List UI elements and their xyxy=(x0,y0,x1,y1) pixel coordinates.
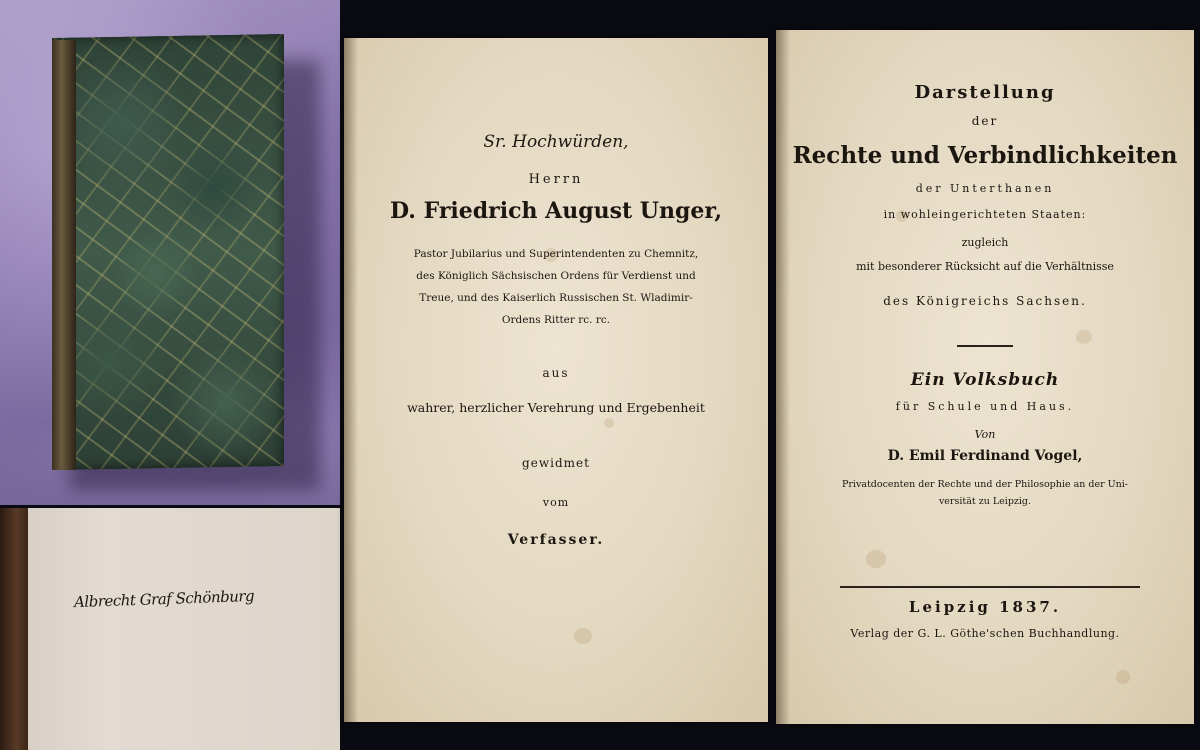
handwritten-signature: Albrecht Graf Schönburg xyxy=(73,586,255,612)
title-line: Darstellung xyxy=(914,82,1056,103)
dedication-line: wahrer, herzlicher Verehrung und Ergebenheit xyxy=(407,400,705,415)
endpaper-photo xyxy=(0,508,340,750)
title-line: der xyxy=(971,114,999,128)
foxing-spot xyxy=(1076,330,1092,344)
dedication-line: Treue, und des Kaiserlich Russischen St. Wladimir- xyxy=(419,292,693,304)
title-line: mit besonderer Rücksicht auf die Verhältnisse xyxy=(856,260,1114,273)
endpaper-sheet xyxy=(28,508,340,750)
marbled-book-cover xyxy=(52,34,284,470)
divider xyxy=(840,586,1140,588)
dedication-line: Ordens Ritter rc. rc. xyxy=(501,314,611,326)
dedication-line: Herrn xyxy=(528,172,584,187)
divider xyxy=(957,345,1013,347)
foxing-spot xyxy=(1116,670,1130,684)
dedication-name: D. Friedrich August Unger, xyxy=(389,198,723,224)
author-name: D. Emil Ferdinand Vogel, xyxy=(887,448,1083,464)
dedication-line: Pastor Jubilarius und Superintendenten zu Chemnitz, xyxy=(413,248,699,260)
dedication-line: vom xyxy=(542,496,570,509)
foxing-spot xyxy=(574,628,592,644)
author-affiliation: versität zu Leipzig. xyxy=(938,496,1032,507)
foxing-spot xyxy=(866,550,886,568)
endpaper-board-edge xyxy=(0,508,28,750)
subtitle: Ein Volksbuch xyxy=(910,370,1060,390)
dedication-line: gewidmet xyxy=(522,456,590,470)
publisher: Verlag der G. L. Göthe'schen Buchhandlung. xyxy=(850,627,1120,640)
title-line: für Schule und Haus. xyxy=(895,400,1075,413)
imprint-place-year: Leipzig 1837. xyxy=(908,598,1062,616)
dedication-line: aus xyxy=(542,366,570,380)
main-title: Rechte und Verbindlichkeiten xyxy=(792,142,1178,169)
book-spine xyxy=(52,40,76,470)
title-line: in wohleingerichteten Staaten: xyxy=(883,208,1087,221)
dedication-page xyxy=(344,38,768,722)
dedication-line: Sr. Hochwürden, xyxy=(483,132,629,152)
title-line: Von xyxy=(974,428,996,441)
title-line: des Königreichs Sachsen. xyxy=(883,294,1087,308)
title-line: zugleich xyxy=(961,236,1009,249)
foxing-spot xyxy=(604,418,614,428)
title-line: der Unterthanen xyxy=(915,182,1055,195)
dedication-line: des Königlich Sächsischen Ordens für Verdienst und xyxy=(416,270,696,282)
title-page xyxy=(776,30,1194,724)
author-affiliation: Privatdocenten der Rechte und der Philosophie an der Uni- xyxy=(841,479,1129,490)
book-cover-photo xyxy=(0,0,340,505)
dedication-author: Verfasser. xyxy=(507,532,605,548)
